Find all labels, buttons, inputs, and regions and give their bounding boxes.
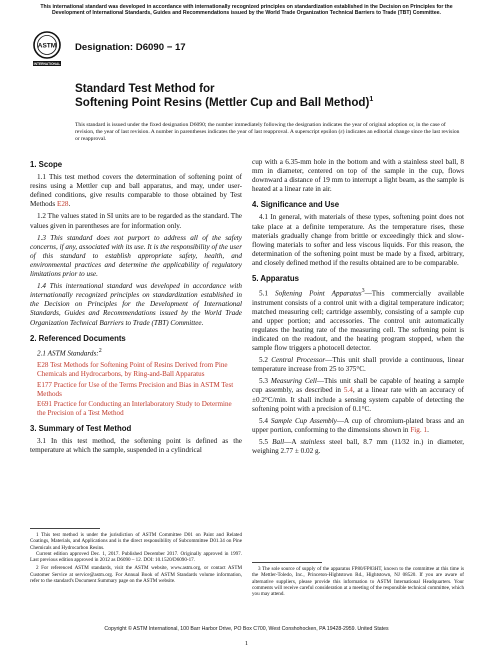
link-5-4[interactable]: 5.4 <box>343 386 353 395</box>
footnote-rule-right <box>252 562 322 563</box>
right-column <box>252 158 464 459</box>
issue-note: This standard is issued under the fixed designation D6090; the number immediately following the designation indicates the year of original adoption or, in the case of revision, the year of last revision. A number in parentheses indicates the year of last reapproval. A superscript epsilon (ε) indicates an editorial change since the last revision or reapproval. <box>75 122 460 143</box>
designation: Designation: D6090 − 17 <box>75 42 186 53</box>
copyright-footer: Copyright © ASTM International, 100 Barr Harbor Drive, PO Box C700, West Conshohocken, PA 19428-2959. United States <box>104 626 389 632</box>
link-e28[interactable]: E28 <box>56 200 69 209</box>
svg-text:INTERNATIONAL: INTERNATIONAL <box>33 62 61 66</box>
section-heading-summary: 3. Summary of Test Method <box>30 423 132 433</box>
ref-item-e177[interactable]: E177 Practice for Use of the Terms Precision and Bias in ASTM Test Methods <box>37 380 234 398</box>
footnote-1: 1 This test method is under the jurisdiction of ASTM Committee D01 on Paint and Related Coatings, Materials, and Applications and is the direct responsibility of Subcommittee D01.34 on Pine Chemicals and Hydrocarbon Resins. <box>30 532 242 551</box>
para-5-2: 5.2 Central Processor—This unit shall provide a continuous, linear temperature increase from 25 to 375°C. <box>252 356 464 374</box>
para-3-1: 3.1 In this test method, the softening point is defined as the temperature at which the sample, suspended in a cylindrical <box>30 437 242 455</box>
footnote-2: 2 For referenced ASTM standards, visit the ASTM website, www.astm.org, or contact ASTM Customer Service at service@astm.org. For Annual Book of ASTM Standards volume information, refer to the standard's Document Summary page on the ASTM website. <box>30 565 242 585</box>
link-fig-1[interactable]: Fig. 1 <box>410 425 428 434</box>
page-number: 1 <box>244 640 249 647</box>
title-line-2: Softening Point Resins (Mettler Cup and Ball Method)$^1$ <box>75 96 374 109</box>
para-2-1: 2.1 ASTM Standards:$^2$ <box>37 347 102 358</box>
ref-item-e28[interactable]: E28 Test Methods for Softening Point of Resins Derived from Pine Chemicals and Hydrocarbons, by Ring-and-Ball Apparatus <box>37 361 228 378</box>
footnote-3: 3 The sole source of supply of the apparatus FP80/FP83HT, known to the committee at this time is the Mettler-Toledo, Inc., Princeton-Hightstown Rd., Hightstown, NJ 08520. If you are aware of alternative suppliers, please provide this information to ASTM International Headquarters. Your comments will receive careful consideration at a meeting of the responsible technical committee, which you may attend. <box>252 566 464 598</box>
section-heading-scope: 1. Scope <box>30 160 63 169</box>
footnote-1-edition: Current edition approved Dec. 1, 2017. Published December 2017. Originally approved in 1997. Last previous edition approved in 2012 as D6090 – 12. DOI: 10.1520/D6090-17. <box>30 550 242 564</box>
para-1-4: 1.4 This international standard was developed in accordance with internationally recognized principles on standardization established in the Decision on Principles for the Development of International Standards, Guides and Recommendations issued by the World Trade Organization Technical Barriers to Trade (TBT) Committee. <box>30 282 242 327</box>
tbt-notice: This international standard was developed in accordance with internationally recognized principles on standardization established in the Decision on Principles for the Development of International Standards, Guides and Recommendations issued by the World Trade Organization Technical Barriers to Trade (TBT) Committee. <box>40 4 453 17</box>
footnote-rule-left <box>30 528 100 529</box>
para-1-1: 1.1 This test method covers the determination of softening point of resins using a Mettler cup and ball apparatus, and may, under user-defined conditions, give results comparable to those obtained by Test Methods E28. <box>30 173 242 209</box>
ref-item-e691[interactable]: E691 Practice for Conducting an Interlaboratory Study to Determine the Precision of a Test Method <box>37 400 232 418</box>
para-5-3: 5.3 Measuring Cell—This unit shall be capable of heating a sample cup assembly, as described in 5.4, at a linear rate with an accuracy of ±0.2°C/min. It shall include a sensing system capable of detecting the softening point with a precision of 0.1°C. <box>252 377 464 413</box>
para-1-2: 1.2 The values stated in SI units are to be regarded as the standard. The values given in parentheses are for information only. <box>30 212 242 230</box>
para-1-3: 1.3 This standard does not purport to address all of the safety concerns, if any, associated with its use. It is the responsibility of the user of this standard to establish appropriate safety, health, and environmental practices and determine the applicability of regulatory limitations prior to use. <box>30 233 242 279</box>
astm-logo <box>30 30 64 70</box>
para-3-1-continued: cup with a 6.35-mm hole in the bottom and with a stainless steel ball, 8 mm in diameter, centered on top of the sample in the cup, flows downward a distance of 19 mm to interrupt a light beam, as the sample is heated at a linear rate in air. <box>252 158 464 194</box>
section-heading-significance: 4. Significance and Use <box>252 200 340 210</box>
left-column <box>30 158 242 458</box>
footnotes-left <box>30 532 242 584</box>
title-line-1: Standard Test Method for <box>75 82 215 95</box>
svg-text:ASTM: ASTM <box>37 42 57 50</box>
para-5-1: 5.1 Softening Point Apparatus$^3$—This commercially available instrument consists of a control unit with a digital temperature indicator; matched measuring cell; cartridge assembly, consisting of a sample cup and upper portion; and accessories. The control unit automatically regulates the heating rate of the measuring cell. The softening point is indicated on the readout, and the heating program stopped, when the sample flow triggers a photocell detector. <box>252 288 464 353</box>
para-4-1: 4.1 In general, with materials of these types, softening point does not take place at a definite temperature. As the temperature rises, these materials gradually change from brittle or exceedingly thick and slow-flowing materials to softer and less viscous liquids. For this reason, the determination of the softening point must be made by a fixed, arbitrary, and closely defined method if the results obtained are to be comparable. <box>252 213 464 267</box>
para-5-5: 5.5 Ball—A stainless steel ball, 8.7 mm (11⁄32 in.) in diameter, weighing 2.77 ± 0.02 g. <box>252 437 465 456</box>
section-heading-apparatus: 5. Apparatus <box>252 274 299 284</box>
section-heading-referenced-documents: 2. Referenced Documents <box>30 333 126 343</box>
para-5-4: 5.4 Sample Cup Assembly—A cup of chromium-plated brass and an upper portion, conforming to the dimensions shown in Fig. 1. <box>252 416 464 434</box>
